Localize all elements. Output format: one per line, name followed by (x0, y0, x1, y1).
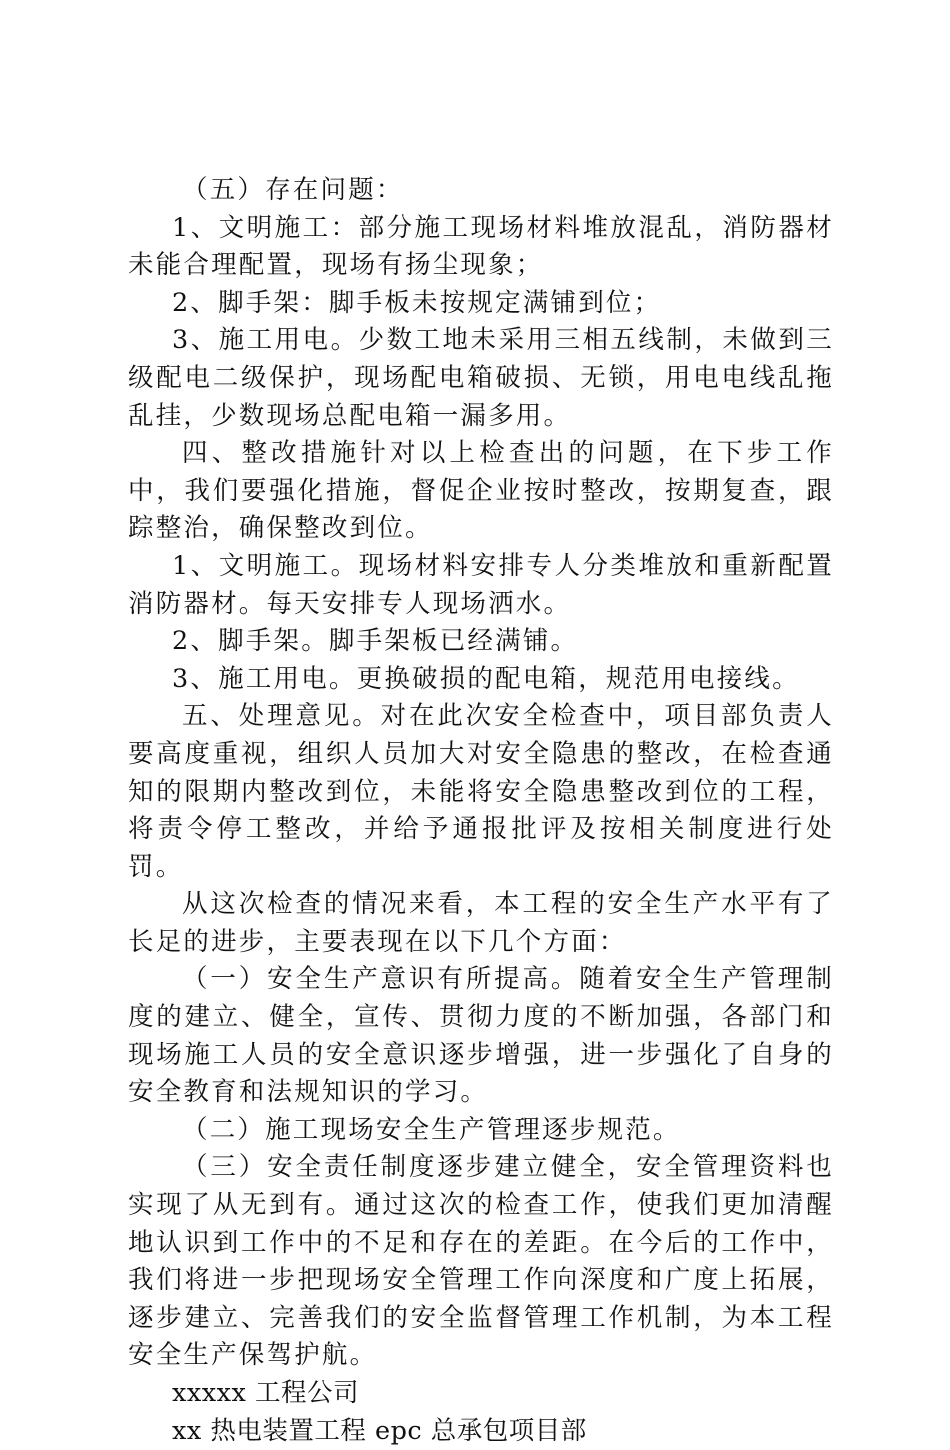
signature-company: xxxxx 工程公司 (172, 1378, 360, 1408)
paragraph-standardized: （二）施工现场安全生产管理逐步规范。 (182, 1114, 681, 1145)
paragraph-rectify-electricity: 3、施工用电。更换破损的配电箱，规范用电接线。 (172, 663, 800, 694)
paragraph-scaffolding: 2、脚手架：脚手板未按规定满铺到位； (172, 287, 662, 318)
paragraph-civilized-construction: 1、文明施工：部分施工现场材料堆放混乱，消防器材未能合理配置，现场有扬尘现象； (128, 212, 834, 281)
paragraph-awareness: （一）安全生产意识有所提高。随着安全生产管理制度的建立、健全，宣传、贯彻力度的不断加强，各部门和现场施工人员的安全意识逐步增强，进一步强化了自身的安全教育和法规知识的学习。 (128, 964, 834, 1108)
section-heading-problems: （五）存在问题： (182, 175, 404, 205)
paragraph-rectify-scaffolding: 2、脚手架。脚手架板已经满铺。 (172, 626, 579, 657)
document-body (128, 172, 834, 1450)
paragraph-rectify-civilized: 1、文明施工。现场材料安排专人分类堆放和重新配置消防器材。每天安排专人现场洒水。 (128, 550, 834, 619)
paragraph-electricity: 3、施工用电。少数工地未采用三相五线制，未做到三级配电二级保护，现场配电箱破损、无锁，用电电线乱拖乱挂，少数现场总配电箱一漏多用。 (128, 325, 834, 431)
signature-project-dept: xx 热电装置工程 epc 总承包项目部 (172, 1415, 587, 1446)
paragraph-summary: 从这次检查的情况来看，本工程的安全生产水平有了长足的进步，主要表现在以下几个方面： (128, 889, 834, 957)
paragraph-handling-opinion: 五、处理意见。对在此次安全检查中，项目部负责人要高度重视，组织人员加大对安全隐患的整改，在检查通知的限期内整改到位，未能将安全隐患整改到位的工程，将责令停工整改，并给予通报批评及按相关制度进行处罚。 (128, 701, 834, 882)
paragraph-rectification: 四、整改措施针对以上检查出的问题，在下步工作中，我们要强化措施，督促企业按时整改，按期复查，跟踪整治，确保整改到位。 (128, 438, 834, 544)
paragraph-responsibility: （三）安全责任制度逐步建立健全，安全管理资料也实现了从无到有。通过这次的检查工作，使我们更加清醒地认识到工作中的不足和存在的差距。在今后的工作中，我们将进一步把现场安全管理工作向深度和广度上拓展，逐步建立、完善我们的安全监督管理工作机制，为本工程安全生产保驾护航。 (128, 1152, 834, 1371)
